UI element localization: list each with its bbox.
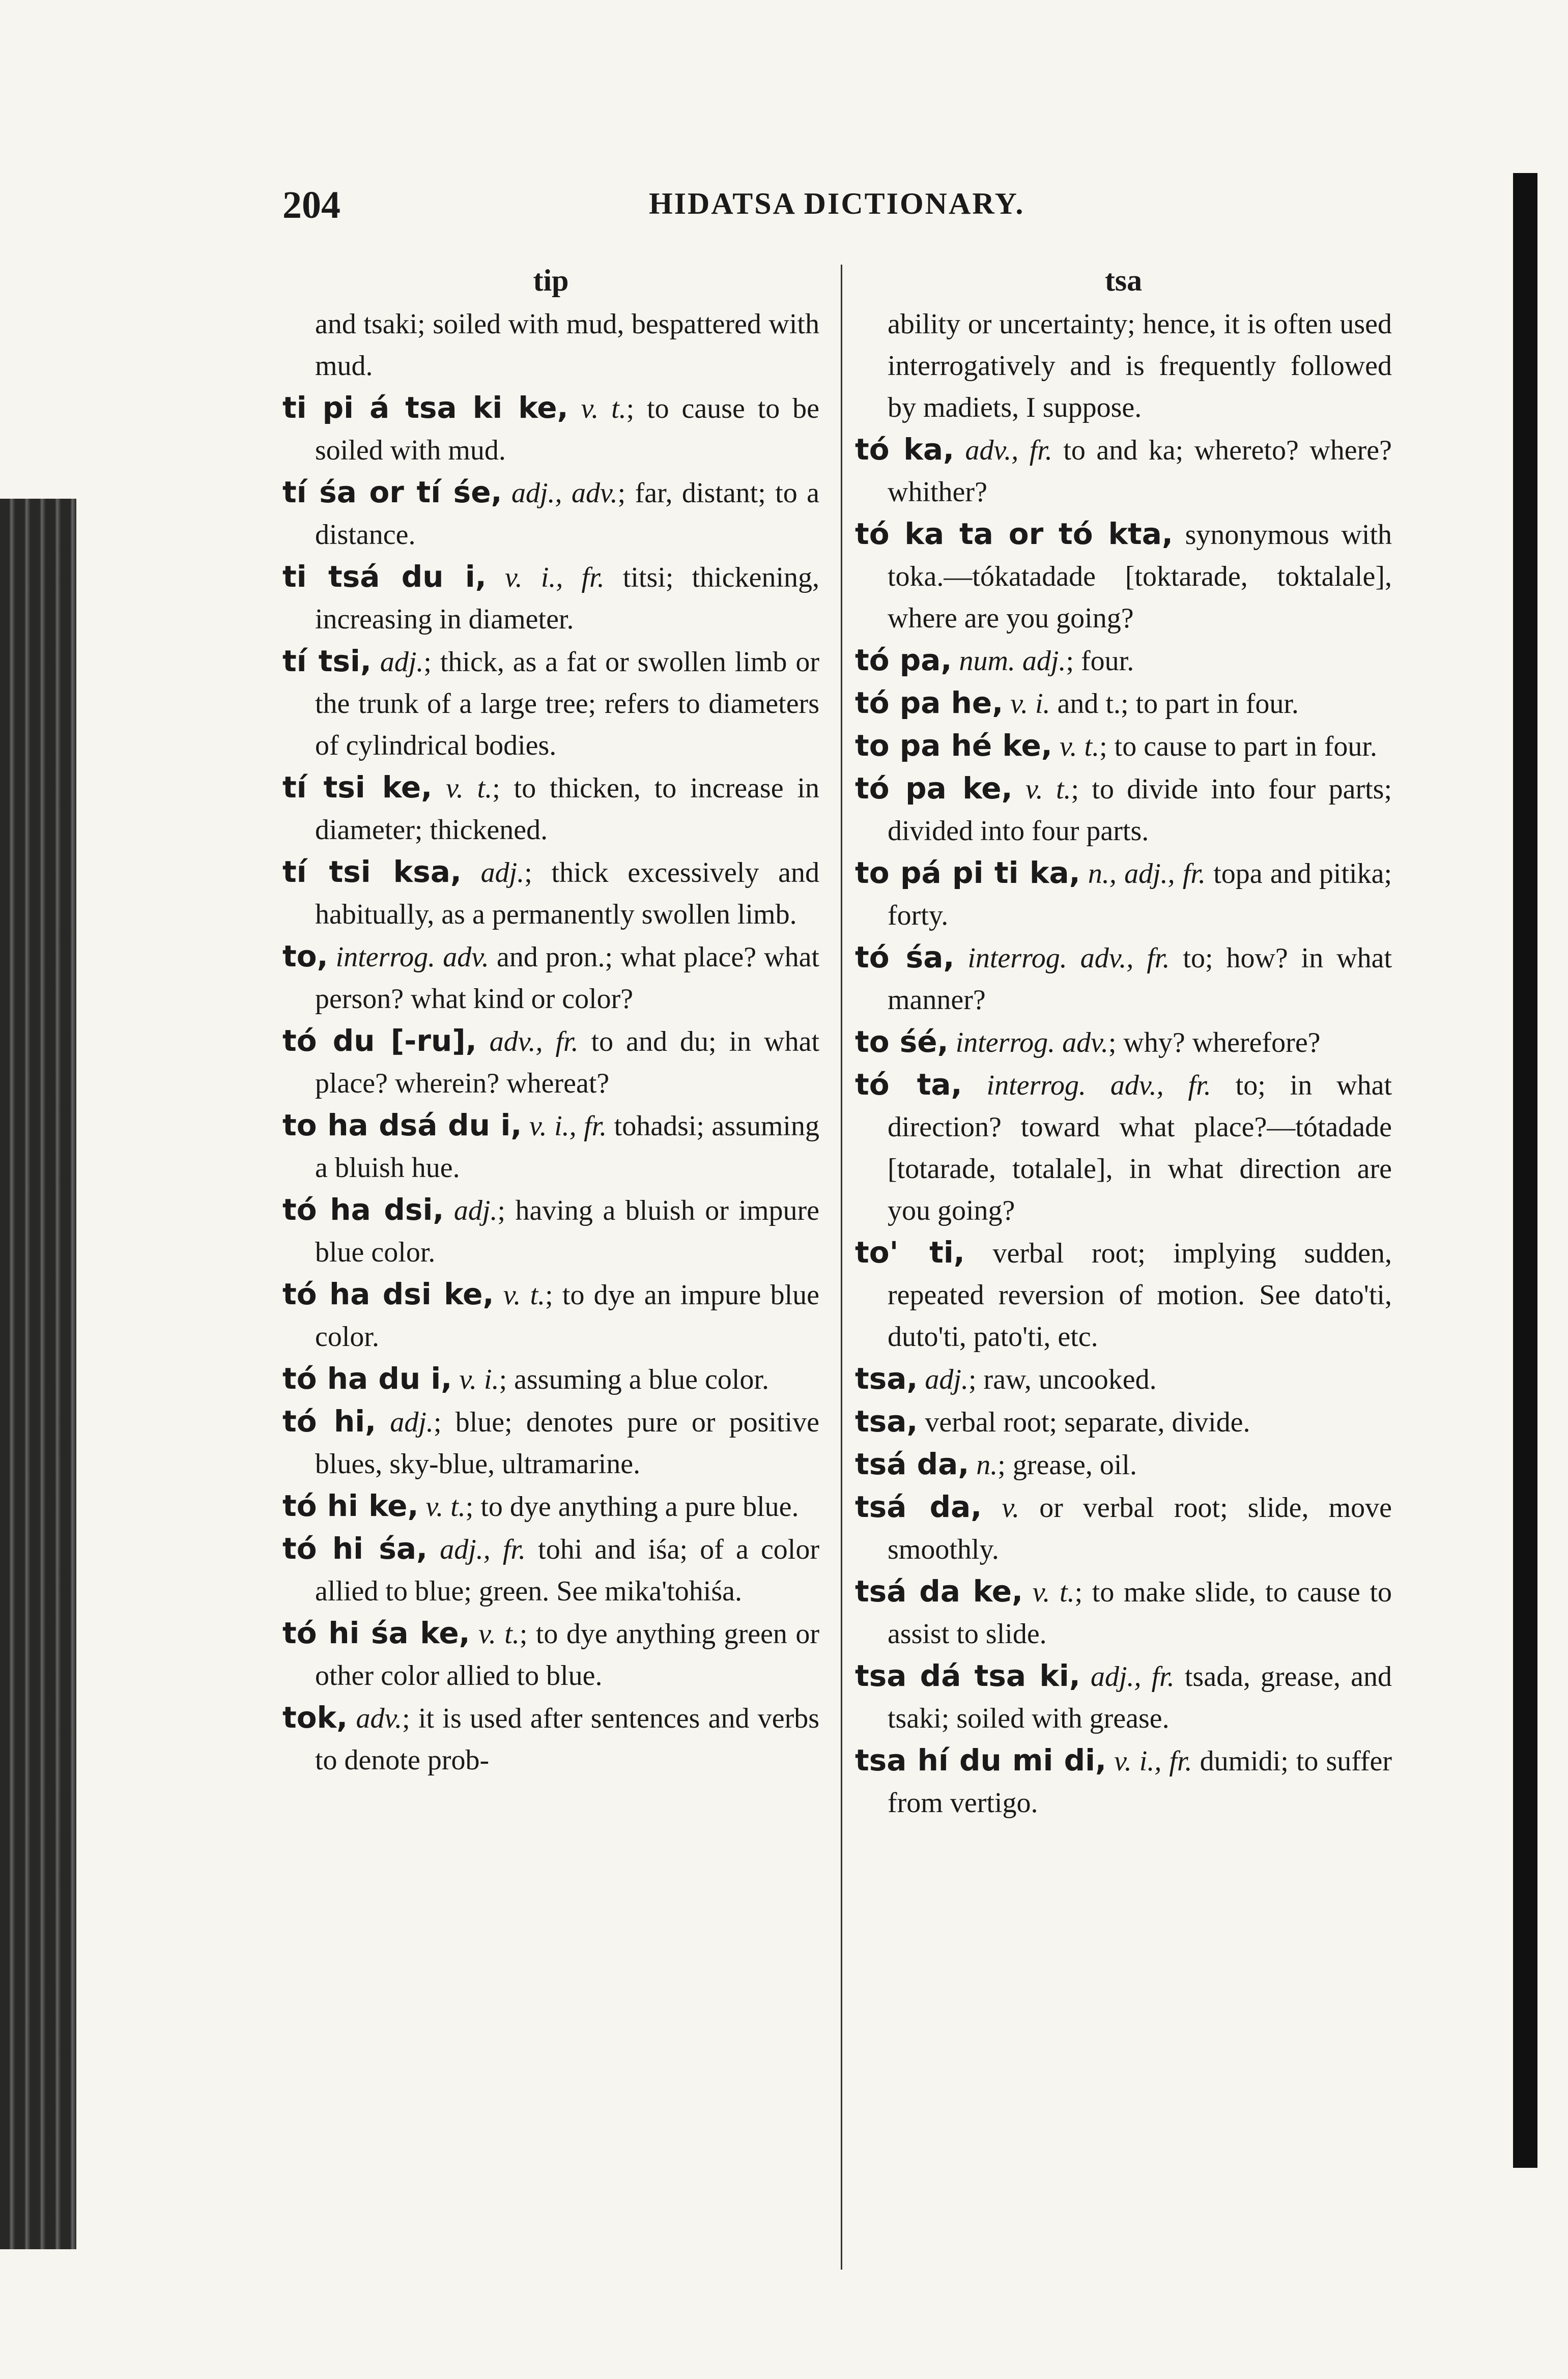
part-of-speech: n., adj., fr. [1088, 858, 1206, 890]
guide-word: tip [533, 264, 569, 297]
definition: to and ka; whereto? where? whither? [888, 435, 1392, 508]
part-of-speech: adj. [453, 1195, 498, 1226]
dictionary-entry [855, 1358, 1392, 1400]
definition: or verbal root; slide, move smoothly. [888, 1492, 1392, 1565]
dictionary-entry [282, 1189, 819, 1273]
definition: synonymous with toka.—tókatadade [toktarade, toktalale], where are you going? [888, 519, 1392, 634]
entry-continuation: ability or uncertainty; hence, it is often used interrogatively and is frequently followed by madiets, I suppose. [888, 308, 1392, 423]
headword: ti pi á tsa ki ke, [282, 390, 568, 425]
definition: titsi; thickening, increasing in diameter. [315, 562, 820, 635]
dictionary-entry [282, 935, 819, 1020]
headword: tó hi śa, [282, 1531, 428, 1566]
headword: tó hi ke, [282, 1488, 419, 1523]
part-of-speech: adv. [356, 1703, 403, 1734]
definition: ; to make slide, to cause to assist to slide. [888, 1577, 1392, 1650]
dictionary-entry [282, 471, 819, 556]
dictionary-entry [282, 1612, 819, 1697]
part-of-speech: n. [976, 1449, 998, 1481]
headword: to pa hé ke, [855, 728, 1052, 763]
dictionary-entry [855, 682, 1392, 725]
definition: ; assuming a blue color. [499, 1364, 769, 1395]
entry-list [282, 387, 819, 1781]
dictionary-entry [282, 1020, 819, 1104]
definition: tsada, grease, and tsaki; soiled with grease. [888, 1661, 1392, 1734]
dictionary-entry [282, 640, 819, 766]
column-divider [841, 265, 842, 2270]
headword: to' ti, [855, 1235, 965, 1270]
dictionary-entry [282, 766, 819, 851]
definition: to; how? in what manner? [888, 942, 1392, 1016]
entry-continuation: and tsaki; soiled with mud, bespattered with mud. [315, 308, 819, 382]
part-of-speech: v. t. [1032, 1577, 1075, 1608]
headword: tó ha du i, [282, 1361, 452, 1396]
headword: tó pa ke, [855, 771, 1013, 806]
dictionary-entry [855, 1570, 1392, 1655]
entry-list [855, 428, 1392, 1824]
dictionary-entry [855, 1064, 1392, 1231]
definition: ; to dye anything green or other color allied to blue. [315, 1618, 820, 1692]
part-of-speech: v. t. [503, 1279, 546, 1311]
definition: ; it is used after sentences and verbs to denote prob- [315, 1703, 820, 1776]
dictionary-entry [282, 1697, 819, 1781]
part-of-speech: adj. [380, 646, 424, 678]
part-of-speech: v. t. [478, 1618, 520, 1650]
dictionary-entry [855, 767, 1392, 852]
headword: tí tsi, [282, 644, 372, 678]
dictionary-entry [855, 936, 1392, 1021]
dictionary-entry [282, 1273, 819, 1358]
headword: tó ka ta or tó kta, [855, 517, 1173, 551]
definition: to; in what direction? toward what place?—tótadade [totarade, totalale], in what direction are you going? [888, 1070, 1392, 1226]
part-of-speech: adj. [390, 1407, 434, 1438]
headword: tsa hí du mi di, [855, 1743, 1107, 1778]
dictionary-entry [855, 1486, 1392, 1570]
dictionary-entry [855, 513, 1392, 639]
headword: tó hi śa ke, [282, 1616, 470, 1650]
headword: tok, [282, 1700, 348, 1735]
headword: tó śa, [855, 940, 955, 974]
part-of-speech: adv., fr. [489, 1026, 579, 1057]
part-of-speech: interrog. adv., fr. [967, 942, 1170, 974]
headword: to, [282, 939, 328, 973]
part-of-speech: v. i., fr. [504, 562, 605, 593]
part-of-speech: v. [1002, 1492, 1020, 1524]
headword: tí tsi ke, [282, 770, 433, 805]
headword: tsá da, [855, 1489, 982, 1524]
headword: tó ka, [855, 432, 955, 467]
definition: ; thick excessively and habitually, as a permanently swollen limb. [315, 857, 820, 930]
page-header [282, 183, 1392, 229]
dictionary-entry [282, 1358, 819, 1400]
headword: tó du [-ru], [282, 1023, 477, 1058]
dictionary-entry [282, 556, 819, 640]
definition: to and du; in what place? wherein? whereat? [315, 1026, 820, 1099]
dictionary-entry [282, 1485, 819, 1528]
dictionary-entry [282, 851, 819, 935]
headword: tó pa he, [855, 685, 1004, 720]
headword: to ha dsá du i, [282, 1108, 522, 1142]
part-of-speech: adj., adv. [511, 477, 618, 509]
part-of-speech: v. i., fr. [529, 1110, 607, 1142]
definition: ; to dye anything a pure blue. [465, 1491, 799, 1523]
page-number: 204 [282, 184, 340, 226]
book-spine-edge [1513, 173, 1537, 2168]
part-of-speech: num. adj. [959, 645, 1066, 677]
headword: tí śa or tí śe, [282, 475, 502, 509]
definition: ; thick, as a fat or swollen limb or the trunk of a large tree; refers to diameters of cylindrical bodies. [315, 646, 820, 761]
definition: topa and pitika; forty. [888, 858, 1392, 931]
headword: tó ta, [855, 1067, 962, 1102]
dictionary-entry [855, 428, 1392, 513]
dictionary-entry [855, 725, 1392, 767]
headword: to śé, [855, 1024, 949, 1059]
guide-word: tsa [1104, 264, 1143, 297]
part-of-speech: adv., fr. [965, 435, 1052, 466]
definition: ; grease, oil. [997, 1449, 1137, 1481]
headword: tsá da, [855, 1447, 970, 1481]
headword: tsa, [855, 1404, 918, 1439]
part-of-speech: adj., fr. [1090, 1661, 1175, 1693]
part-of-speech: interrog. adv. [955, 1027, 1108, 1058]
headword: tó hi, [282, 1404, 377, 1439]
part-of-speech: v. t. [446, 772, 493, 804]
left-column [282, 260, 819, 1781]
headword: tsa, [855, 1361, 918, 1396]
dictionary-entry [855, 1021, 1392, 1064]
definition: ; four. [1066, 645, 1134, 677]
dictionary-entry [855, 1231, 1392, 1358]
part-of-speech: adj. [480, 857, 525, 888]
part-of-speech: v. i., fr. [1114, 1745, 1192, 1777]
headword: to pá pi ti ka, [855, 855, 1080, 890]
dictionary-entry [855, 1655, 1392, 1739]
dictionary-entry [855, 1443, 1392, 1486]
definition: and pron.; what place? what person? what kind or color? [315, 941, 819, 1015]
headword: tó ha dsi, [282, 1192, 444, 1227]
part-of-speech: v. i. [1010, 688, 1050, 720]
part-of-speech: v. t. [1025, 773, 1071, 805]
headword: tó ha dsi ke, [282, 1277, 494, 1311]
definition: ; to dye an impure blue color. [315, 1279, 820, 1353]
part-of-speech: interrog. adv. [335, 941, 489, 973]
definition: verbal root; separate, divide. [925, 1407, 1250, 1438]
definition: ; far, distant; to a distance. [315, 477, 819, 551]
definition: tohi and iśa; of a color allied to blue; green. See mika'tohiśa. [315, 1534, 820, 1607]
part-of-speech: adj., fr. [440, 1534, 526, 1565]
dictionary-entry [855, 1400, 1392, 1443]
dictionary-entry [855, 852, 1392, 936]
definition: ; blue; denotes pure or positive blues, sky-blue, ultramarine. [315, 1407, 819, 1480]
definition: verbal root; implying sudden, repeated reversion of motion. See dato'ti, duto'ti, pato'ti, etc. [888, 1238, 1392, 1353]
dictionary-entry [282, 1528, 819, 1612]
definition: ; raw, uncooked. [968, 1364, 1157, 1395]
dictionary-entry [282, 1104, 819, 1189]
dictionary-entry [282, 387, 819, 471]
right-column [855, 260, 1392, 1824]
part-of-speech: adj. [925, 1364, 968, 1395]
definition: and t.; to part in four. [1050, 688, 1299, 720]
definition: ; to divide into four parts; divided into four parts. [888, 773, 1392, 847]
definition: ; to thicken, to increase in diameter; thickened. [315, 772, 819, 846]
definition: ; having a bluish or impure blue color. [315, 1195, 820, 1268]
dictionary-entry [855, 639, 1392, 682]
part-of-speech: v. t. [581, 393, 626, 424]
headword: ti tsá du i, [282, 559, 487, 594]
definition: dumidi; to suffer from vertigo. [888, 1745, 1392, 1819]
dictionary-entry [855, 1739, 1392, 1824]
headword: tí tsi ksa, [282, 854, 462, 889]
part-of-speech: interrog. adv., fr. [986, 1070, 1211, 1101]
definition: ; to cause to part in four. [1099, 731, 1377, 762]
dictionary-entry [282, 1400, 819, 1485]
definition: ; to cause to be soiled with mud. [315, 393, 820, 466]
running-title: HIDATSA DICTIONARY. [649, 187, 1025, 220]
definition: ; why? wherefore? [1108, 1027, 1321, 1058]
headword: tó pa, [855, 643, 952, 677]
headword: tsa dá tsa ki, [855, 1658, 1080, 1693]
definition: tohadsi; assuming a bluish hue. [315, 1110, 819, 1184]
part-of-speech: v. t. [425, 1491, 466, 1523]
headword: tsá da ke, [855, 1574, 1023, 1609]
page-edge-shadow [0, 499, 76, 2249]
part-of-speech: v. i. [459, 1364, 499, 1395]
part-of-speech: v. t. [1059, 731, 1100, 762]
